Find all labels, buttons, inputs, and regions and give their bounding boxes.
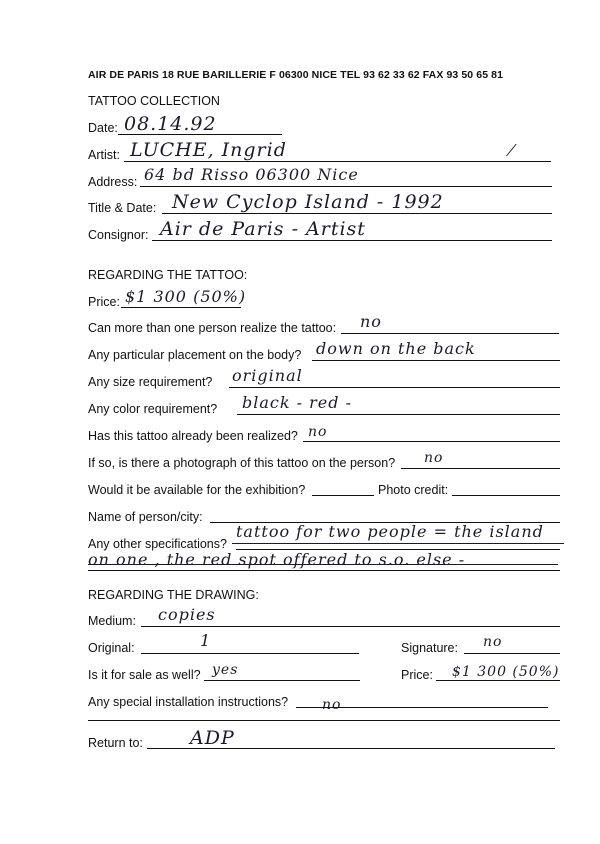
address-label: Address: [88,175,138,189]
tattoo-price-label: Price: [88,295,120,309]
size-value: original [232,366,303,385]
color-line [237,414,560,415]
other-specs-label: Any other specifications? [88,537,227,551]
original-value: 1 [200,631,212,650]
installation-line2 [88,720,560,721]
form-title: TATTOO COLLECTION [88,94,220,108]
date-label: Date: [88,121,118,135]
drawing-price-value: $1 300 (50%) [452,664,560,680]
consignor-label: Consignor: [88,228,149,242]
for-sale-line [204,680,360,681]
photograph-label: If so, is there a photograph of this tattoo on the person? [88,456,396,470]
address-value: 64 bd Risso 06300 Nice [144,165,359,184]
medium-label: Medium: [88,614,136,628]
drawing-price-label: Price: [401,668,433,682]
photo-credit-label: Photo credit: [378,483,449,497]
strike-line-2 [88,564,558,565]
artist-value: LUCHE, Ingrid [130,139,287,161]
photograph-line [401,468,560,469]
return-to-value: ADP [190,727,235,749]
section-tattoo-heading: REGARDING THE TATTOO: [88,268,248,282]
other-specs-value-line2: on one , the red spot offered to s.o. else - [88,550,466,569]
section-drawing-heading: REGARDING THE DRAWING: [88,588,259,602]
more-than-one-label: Can more than one person realize the tattoo: [88,321,337,335]
size-label: Any size requirement? [88,375,213,389]
original-line [141,653,359,654]
exhibition-label: Would it be available for the exhibition? [88,483,306,497]
realized-line [303,441,560,442]
artist-label: Artist: [88,148,120,162]
other-specs-line2 [88,570,560,571]
photo-credit-line [452,495,560,496]
tattoo-price-line [121,307,241,308]
realized-value: no [308,424,328,440]
color-label: Any color requirement? [88,402,218,416]
title-date-label: Title & Date: [88,201,157,215]
installation-value: no [322,697,342,713]
original-label: Original: [88,641,135,655]
gallery-header: AIR DE PARIS 18 RUE BARILLERIE F 06300 NICE TEL 93 62 33 62 FAX 93 50 65 81 [88,69,504,81]
consignor-value: Air de Paris - Artist [160,218,366,240]
placement-line [312,360,560,361]
address-line [140,186,552,187]
title-date-value: New Cyclop Island - 1992 [172,191,444,213]
other-specs-value-line1: tattoo for two people = the island [236,522,544,541]
signature-label: Signature: [401,641,458,655]
signature-value: no [483,634,503,650]
size-line [229,387,560,388]
drawing-price-line [436,680,560,681]
placement-value: down on the back [316,339,476,358]
tattoo-price-value: $1 300 (50%) [125,287,247,306]
installation-label: Any special installation instructions? [88,695,289,709]
more-than-one-line [341,333,559,334]
person-city-label: Name of person/city: [88,510,203,524]
strike-line-1 [232,543,564,544]
signature-line [464,653,560,654]
exhibition-line [312,495,374,496]
for-sale-label: Is it for sale as well? [88,668,201,682]
more-than-one-value: no [360,312,382,331]
realized-label: Has this tattoo already been realized? [88,429,298,443]
medium-line [141,626,560,627]
photograph-value: no [424,450,444,466]
color-value: black - red - [242,393,352,412]
medium-value: copies [158,605,216,624]
placement-label: Any particular placement on the body? [88,348,302,362]
for-sale-value: yes [212,662,239,678]
return-to-label: Return to: [88,736,143,750]
stray-mark: ⁄ [510,141,514,160]
title-date-line [162,213,552,214]
artist-line [124,161,551,162]
consignor-line [152,240,552,241]
date-value: 08.14.92 [124,113,217,135]
